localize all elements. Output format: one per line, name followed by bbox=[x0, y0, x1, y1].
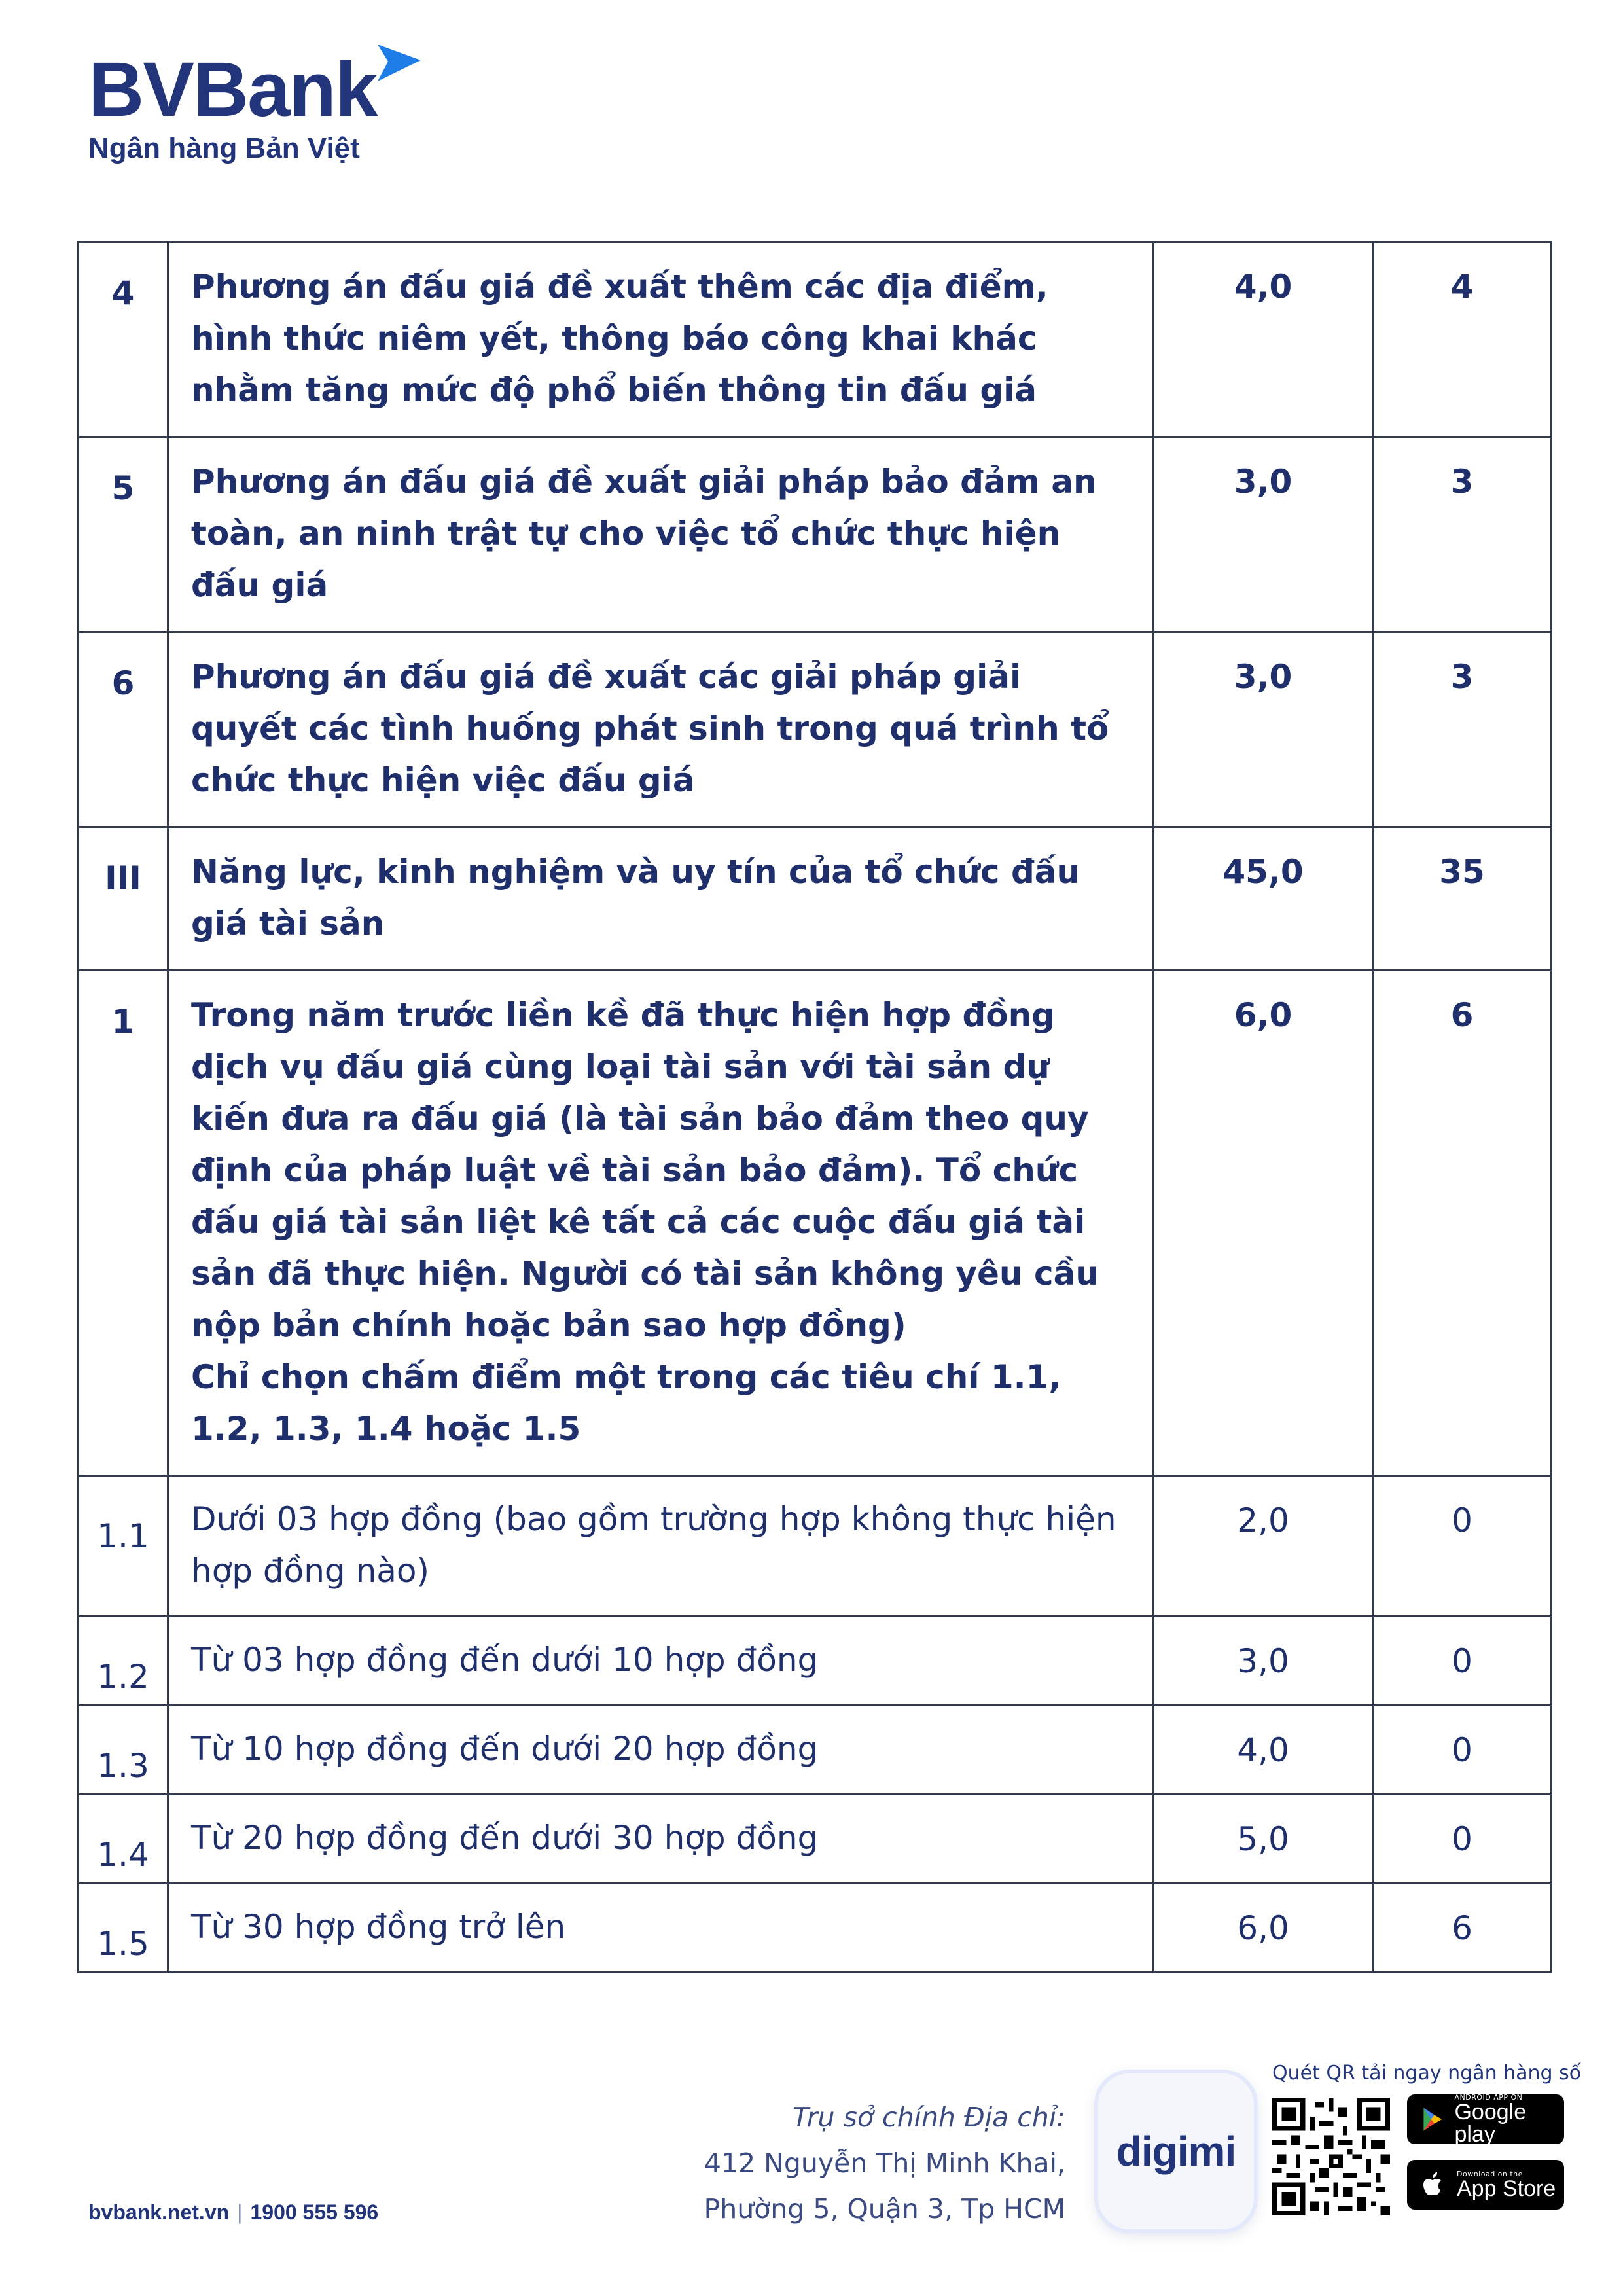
row-number: 6 bbox=[79, 632, 168, 827]
row-number: 1.2 bbox=[79, 1617, 168, 1706]
footer-separator: | bbox=[237, 2200, 243, 2224]
max-score: 3,0 bbox=[1154, 1617, 1373, 1706]
criterion-cell bbox=[168, 1706, 1154, 1795]
table-row bbox=[79, 1884, 1552, 1973]
criterion-cell bbox=[168, 242, 1154, 437]
awarded-score: 0 bbox=[1373, 1795, 1552, 1884]
criterion-text: Dưới 03 hợp đồng (bao gồm trường hợp không thực hiện hợp đồng nào) bbox=[191, 1500, 1116, 1590]
criterion-cell bbox=[168, 437, 1154, 632]
criterion-cell bbox=[168, 1476, 1154, 1617]
apple-icon bbox=[1419, 2170, 1449, 2200]
table-row bbox=[79, 242, 1552, 437]
criterion-cell bbox=[168, 1617, 1154, 1706]
qr-caption: Quét QR tải ngay ngân hàng số bbox=[1272, 2062, 1582, 2085]
criterion-text: Từ 30 hợp đồng trở lên bbox=[191, 1908, 566, 1946]
max-score: 3,0 bbox=[1154, 632, 1373, 827]
criteria-table bbox=[77, 241, 1552, 1973]
awarded-score: 0 bbox=[1373, 1617, 1552, 1706]
criterion-cell bbox=[168, 1884, 1154, 1973]
row-number: 1.1 bbox=[79, 1476, 168, 1617]
table-row bbox=[79, 437, 1552, 632]
google-play-label: Google play bbox=[1454, 2099, 1527, 2147]
qr-code[interactable] bbox=[1272, 2098, 1390, 2215]
row-number: 1.4 bbox=[79, 1795, 168, 1884]
logo-arrow-icon bbox=[376, 43, 422, 84]
criterion-cell bbox=[168, 1795, 1154, 1884]
table-row bbox=[79, 1795, 1552, 1884]
footer-contact bbox=[88, 2200, 378, 2225]
app-store-badge[interactable] bbox=[1407, 2160, 1564, 2210]
google-play-icon bbox=[1419, 2104, 1446, 2134]
brand-tagline: Ngân hàng Bản Việt bbox=[88, 132, 360, 164]
row-number: 1 bbox=[79, 971, 168, 1476]
app-store-small: Download on the bbox=[1457, 2169, 1523, 2178]
criterion-text: Từ 10 hợp đồng đến dưới 20 hợp đồng bbox=[191, 1730, 819, 1768]
awarded-score: 35 bbox=[1373, 827, 1552, 971]
criterion-text: Phương án đấu giá đề xuất thêm các địa điểm, hình thức niêm yết, thông báo công khai khác nhằm tăng mức độ phổ biến thông tin đấu giá bbox=[191, 268, 1048, 409]
criterion-text: Từ 03 hợp đồng đến dưới 10 hợp đồng bbox=[191, 1641, 819, 1679]
max-score: 5,0 bbox=[1154, 1795, 1373, 1884]
max-score: 6,0 bbox=[1154, 971, 1373, 1476]
awarded-score: 4 bbox=[1373, 242, 1552, 437]
criterion-cell bbox=[168, 827, 1154, 971]
app-store-label: App Store bbox=[1457, 2176, 1556, 2201]
row-number: 1.3 bbox=[79, 1706, 168, 1795]
criterion-text: Phương án đấu giá đề xuất các giải pháp giải quyết các tình huống phát sinh trong quá trình tổ chức thực hiện việc đấu giá bbox=[191, 658, 1109, 799]
bvbank-logo bbox=[88, 46, 377, 165]
row-number: 1.5 bbox=[79, 1884, 168, 1973]
criterion-cell bbox=[168, 971, 1154, 1476]
digimi-app-icon[interactable] bbox=[1098, 2073, 1254, 2229]
table-row bbox=[79, 827, 1552, 971]
criterion-text: Từ 20 hợp đồng đến dưới 30 hợp đồng bbox=[191, 1819, 819, 1857]
max-score: 4,0 bbox=[1154, 1706, 1373, 1795]
criterion-text: Trong năm trước liền kề đã thực hiện hợp đồng dịch vụ đấu giá cùng loại tài sản với tài sản dự kiến đưa ra đấu giá (là tài sản bảo đảm theo quy định của pháp luật về tài sản bảo đảm). Tổ chức đấu giá tài sản liệt kê tất cả các cuộc đấu giá tài sản đã thực hiện. Người có tài sản không yêu cầu nộp bản chính hoặc bản sao hợp đồng) bbox=[191, 996, 1099, 1344]
awarded-score: 0 bbox=[1373, 1476, 1552, 1617]
criterion-note: Chỉ chọn chấm điểm một trong các tiêu chí 1.1, 1.2, 1.3, 1.4 hoặc 1.5 bbox=[191, 1358, 1061, 1448]
max-score: 2,0 bbox=[1154, 1476, 1373, 1617]
digimi-label: digimi bbox=[1116, 2128, 1236, 2175]
criterion-text: Phương án đấu giá đề xuất giải pháp bảo đảm an toàn, an ninh trật tự cho việc tổ chức thực hiện đấu giá bbox=[191, 463, 1097, 604]
max-score: 3,0 bbox=[1154, 437, 1373, 632]
hotline[interactable]: 1900 555 596 bbox=[250, 2200, 379, 2224]
max-score: 4,0 bbox=[1154, 242, 1373, 437]
address-title: Trụ sở chính Địa chỉ: bbox=[792, 2102, 1065, 2133]
criterion-text: Năng lực, kinh nghiệm và uy tín của tổ chức đấu giá tài sản bbox=[191, 853, 1080, 942]
google-play-small: ANDROID APP ON bbox=[1454, 2092, 1523, 2102]
address-line-2: Phường 5, Quận 3, Tp HCM bbox=[704, 2193, 1065, 2225]
address-line-1: 412 Nguyễn Thị Minh Khai, bbox=[704, 2147, 1065, 2179]
brand-name: BVBank bbox=[88, 46, 377, 133]
row-number: III bbox=[79, 827, 168, 971]
row-number: 5 bbox=[79, 437, 168, 632]
awarded-score: 3 bbox=[1373, 632, 1552, 827]
website-link[interactable]: bvbank.net.vn bbox=[88, 2200, 230, 2224]
head-office-address bbox=[704, 2094, 1065, 2232]
table-row bbox=[79, 1617, 1552, 1706]
criterion-cell bbox=[168, 632, 1154, 827]
table-row bbox=[79, 1476, 1552, 1617]
table-row bbox=[79, 971, 1552, 1476]
row-number: 4 bbox=[79, 242, 168, 437]
max-score: 6,0 bbox=[1154, 1884, 1373, 1973]
table-row bbox=[79, 1706, 1552, 1795]
awarded-score: 6 bbox=[1373, 971, 1552, 1476]
max-score: 45,0 bbox=[1154, 827, 1373, 971]
google-play-badge[interactable] bbox=[1407, 2092, 1564, 2147]
awarded-score: 6 bbox=[1373, 1884, 1552, 1973]
table-row bbox=[79, 632, 1552, 827]
awarded-score: 0 bbox=[1373, 1706, 1552, 1795]
awarded-score: 3 bbox=[1373, 437, 1552, 632]
